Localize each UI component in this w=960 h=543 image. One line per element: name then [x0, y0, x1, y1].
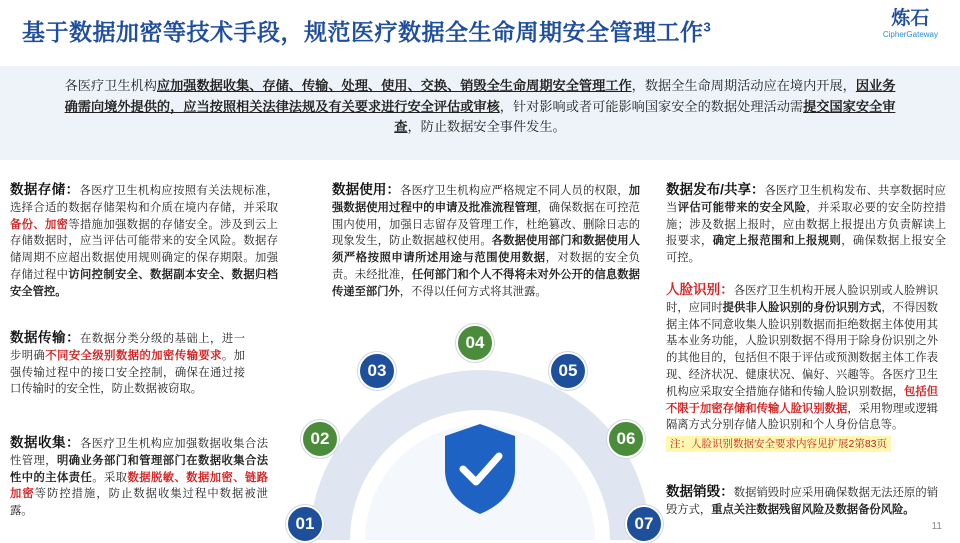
publish-text-2: ，并采取必要的安全防控措施；涉及数据上报时，应由数据上报提出方负责解读上报要求， [666, 201, 946, 248]
collection-bold-1: 明确业务部门和管理部门在数据收集合法性中的主体责任 [10, 454, 268, 484]
destroy-heading: 数据销毁： [666, 484, 734, 499]
face-text-3: ，采用物理或逻辑隔离方式分别存储人脸识别和个人身份信息等。 [666, 402, 938, 432]
section-transfer [10, 330, 245, 398]
intro-bold-1: 应加强数据收集、存储、传输、处理、使用、交换、销毁全生命周期安全管理工作 [156, 78, 632, 93]
intro-text-2: ，数据全生命周期活动应在境内开展， [631, 78, 856, 93]
collection-text-2: 。采取 [92, 471, 128, 484]
intro-bold-2: 因业务确需向境外提供的，应当按照相关法律法规及有关要求进行安全评估或审核 [64, 78, 896, 114]
publish-heading: 数据发布/共享： [666, 182, 765, 197]
usage-text-1: 各医疗卫生机构应严格规定不同人员的权限， [400, 185, 629, 197]
collection-heading: 数据收集： [10, 435, 80, 450]
section-storage [10, 182, 278, 301]
intro-text-1: 各医疗卫生机构 [64, 78, 157, 93]
transfer-heading: 数据传输： [10, 330, 81, 345]
usage-text-2: ，确保数据在可控范围内使用，加强日志留存及管理工作，杜绝篡改、删除日志的现象发生，防止数据越权使用。 [332, 201, 640, 248]
face-bold-1: 提供非人脸识别的身份识别方式 [722, 301, 882, 314]
intro-bold-3: 提交国家安全审查 [394, 98, 896, 134]
company-logo [883, 8, 938, 39]
usage-bold-3: 任何部门和个人不得将未对外公开的信息数据传递至部门外 [332, 268, 640, 298]
collection-text-1: 各医疗卫生机构应加强数据收集合法性管理， [10, 438, 268, 467]
usage-text-4: ，不得以任何方式将其泄露。 [399, 285, 547, 298]
intro-text-3: ，针对影响或者可能影响国家安全的数据处理活动需 [499, 98, 804, 114]
transfer-text-2: 。加强传输过程中的接口安全控制，确保在通过接口传输时的安全性，防止数据被窃取。 [10, 349, 245, 396]
section-face-recognition [666, 282, 938, 453]
logo-en-text: CipherGateway [882, 30, 938, 39]
face-text-1: 各医疗卫生机构开展人脸识别或人脸辨识时，应同时 [666, 285, 938, 314]
step-circle-07: 07 [625, 505, 663, 543]
storage-text-1: 各医疗卫生机构应按照有关法规标准，选择合适的数据存储架构和介质在境内存储，并采取 [10, 185, 278, 214]
face-text-2: ，不得因数据主体不同意收集人脸识别数据而拒绝数据主体使用其基本业务功能，人脸识别数据不得用于除身份识别之外的其他目的，包括但不限于评估或预测数据主体工作表现、经济状况、健康状况、偏好、兴趣等。各医疗卫生机构应采取安全措施存储和传输人脸识别数据， [666, 301, 938, 398]
face-red-1: 包括但不限于加密存储和传输人脸识别数据 [666, 385, 938, 415]
usage-bold-1: 加强数据使用过程中的申请及批准流程管理 [332, 185, 640, 214]
storage-text-2: 等措施加强数据的存储安全。涉及到云上存储数据时，应当评估可能带来的安全风险。数据存储周期不应超出数据使用规则确定的保存期限。加强存储过程中 [10, 218, 278, 281]
transfer-text-1: 在数据分类分级的基础上，进一步明确 [10, 333, 245, 362]
section-publish [666, 182, 946, 267]
collection-text-3: 等防控措施，防止数据收集过程中数据被泄露。 [10, 488, 268, 518]
transfer-red-1: 不同安全级别数据的加密传输要求 [45, 349, 222, 362]
page-title-text: 基于数据加密等技术手段，规范医疗数据全生命周期安全管理工作 [22, 19, 704, 45]
section-collection [10, 435, 268, 520]
section-destroy [666, 484, 938, 519]
face-heading: 人脸识别： [666, 282, 734, 297]
usage-heading: 数据使用： [332, 182, 401, 197]
page-title [22, 14, 711, 47]
destroy-bold-1: 重点关注数据残留风险及数据备份风险。 [711, 503, 915, 516]
intro-paragraph [60, 76, 900, 138]
destroy-text-1: 数据销毁时应采用确保数据无法还原的销毁方式， [666, 487, 938, 516]
intro-banner [0, 66, 960, 160]
storage-heading: 数据存储： [10, 182, 80, 197]
storage-bold-1: 访问控制安全、数据副本安全、数据归档安全管控。 [10, 268, 278, 298]
publish-bold-2: 确定上报范围和上报规则 [712, 235, 842, 248]
section-usage [332, 182, 640, 301]
step-circle-02: 02 [301, 420, 339, 458]
face-note: 注：人脸识别数据安全要求内容见扩展2第83页 [666, 436, 891, 452]
publish-text-1: 各医疗卫生机构发布、共享数据时应当 [666, 185, 946, 214]
usage-bold-2: 各数据使用部门和数据使用人须严格按照申请所述用途与范围使用数据 [332, 235, 640, 265]
step-circle-03: 03 [358, 352, 396, 390]
publish-bold-1: 评估可能带来的安全风险 [677, 201, 807, 214]
page-number: 11 [931, 521, 942, 532]
step-circle-06: 06 [607, 420, 645, 458]
step-circle-04: 04 [456, 324, 494, 362]
intro-text-4: ，防止数据安全事件发生。 [407, 119, 566, 134]
collection-red-1: 数据脱敏、数据加密、链路加密 [10, 471, 268, 501]
storage-red-1: 备份、加密 [10, 218, 69, 231]
step-circle-05: 05 [549, 352, 587, 390]
publish-text-3: ，确保数据上报安全可控。 [666, 235, 946, 265]
logo-cn-text: 炼石 [891, 8, 930, 29]
usage-text-3: ，对数据的安全负责。未经批准， [332, 252, 640, 281]
page-title-sup: 3 [703, 19, 712, 35]
step-circle-01: 01 [286, 505, 324, 543]
